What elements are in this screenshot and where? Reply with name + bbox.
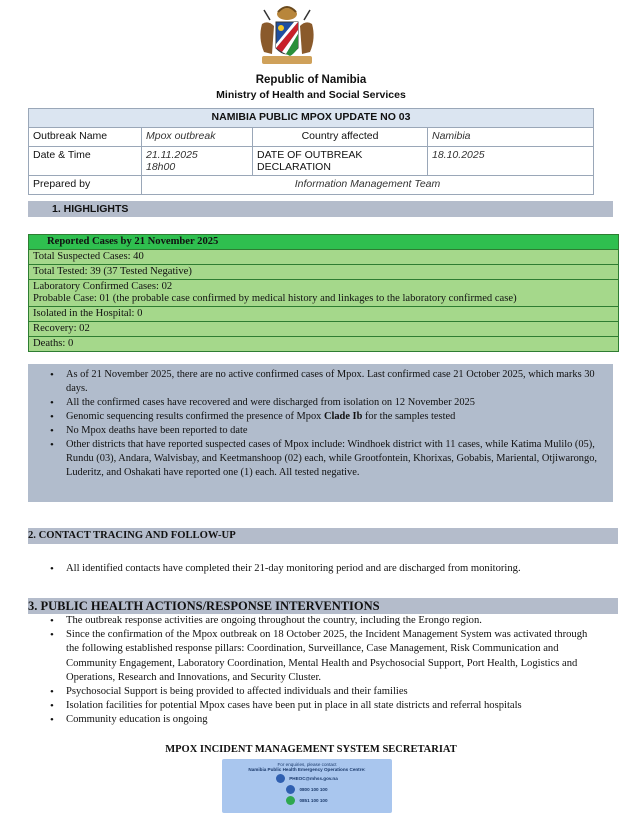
cases-table-header: Reported Cases by 21 November 2025 [29, 235, 619, 250]
outbreak-name-value: Mpox outbreak [142, 128, 253, 147]
date-value [142, 147, 253, 176]
card-line1: For enquiries, please contact [277, 762, 337, 767]
list-item: • As of 21 November 2025, there are no active confirmed cases of Mpox. Last confirmed case 21 October 2025, which marks 30 days. [28, 368, 607, 396]
coat-of-arms-image [250, 4, 324, 70]
list-item: • All identified contacts have completed their 21-day monitoring period and are discharged from monitoring. [28, 562, 613, 576]
card-line2: Namibia Public Health Emergency Operations Centre: [248, 767, 366, 772]
reported-cases-table [28, 234, 619, 352]
list-item: • The outbreak response activities are ongoing throughout the country, including the Erongo region. [28, 614, 588, 628]
list-item: • Isolation facilities for potential Mpox cases have been put in place in all state districts and referral hospitals [28, 699, 588, 713]
cases-row: Recovery: 02 [29, 322, 619, 337]
highlights-box [28, 364, 613, 502]
list-item: • Genomic sequencing results confirmed the presence of Mpox Clade Ib for the samples tested [28, 410, 607, 424]
declaration-value: 18.10.2025 [428, 147, 594, 176]
country-value: Namibia [428, 128, 594, 147]
contact-tracing-list [28, 562, 613, 576]
update-title: NAMIBIA PUBLIC MPOX UPDATE NO 03 [29, 109, 594, 128]
card-email[interactable]: PHEOC@mhss.gov.na [289, 776, 338, 781]
date-value-line1: 21.11.2025 [146, 149, 198, 161]
highlights-list [28, 364, 613, 480]
whatsapp-icon [286, 796, 295, 805]
list-item: • No Mpox deaths have been reported to date [28, 424, 607, 438]
email-icon [276, 774, 285, 783]
phone-icon [286, 785, 295, 794]
cases-row: Isolated in the Hospital: 0 [29, 307, 619, 322]
cases-row: Laboratory Confirmed Cases: 02 Probable Case: 01 (the probable case confirmed by medical history and linkages to the laboratory confirmed case) [29, 280, 619, 307]
contact-card [222, 759, 392, 813]
country-title: Republic of Namibia [255, 74, 367, 86]
card-whatsapp-row [222, 796, 392, 805]
list-item: • Psychosocial Support is being provided to affected individuals and their families [28, 685, 588, 699]
prepared-value: Information Management Team [142, 176, 594, 195]
country-label: Country affected [253, 128, 428, 147]
declaration-label: DATE OF OUTBREAK DECLARATION [253, 147, 428, 176]
list-item: • Since the confirmation of the Mpox outbreak on 18 October 2025, the Incident Management System was activated through the following established response pillars: Coordination, Surveillance, Case Management, Risk Communication and Community Engagement, Laboratory Coordination, Mental Health and Psychosocial Support, Port Health, Logistics and Operations, Research and Innovations, and Security Cluster. [28, 628, 588, 685]
cases-row: Total Tested: 39 (37 Tested Negative) [29, 265, 619, 280]
list-item: • Other districts that have reported suspected cases of Mpox include: Windhoek district with 11 cases, while Katima Mulilo (05), Rundu (03), Andara, Walvisbay, and Keetmanshoop (02) each, while Grootfontein, Khorixas, Gobabis, Mariental, Otjiwarongo, Luderitz, and Oshakati have reported one (1) each. All tested negative. [28, 438, 607, 480]
highlights-heading: 1. HIGHLIGHTS [28, 201, 613, 217]
prepared-label: Prepared by [29, 176, 142, 195]
update-info-table [28, 108, 594, 195]
public-health-list [28, 614, 588, 728]
card-phone-row [222, 785, 392, 794]
contact-tracing-heading: 2. CONTACT TRACING AND FOLLOW-UP [28, 528, 618, 544]
list-item: • All the confirmed cases have recovered and were discharged from isolation on 12 November 2025 [28, 396, 607, 410]
cases-row: Total Suspected Cases: 40 [29, 250, 619, 265]
card-phone1[interactable]: 0800 100 100 [299, 787, 328, 792]
date-label: Date & Time [29, 147, 142, 176]
outbreak-name-label: Outbreak Name [29, 128, 142, 147]
date-value-line2: 18h00 [146, 161, 176, 173]
clade-text: Clade Ib [323, 411, 363, 422]
list-item: • Community education is ongoing [28, 713, 588, 727]
cases-row: Deaths: 0 [29, 337, 619, 352]
ministry-title: Ministry of Health and Social Services [216, 89, 406, 101]
card-phone2[interactable]: 0851 100 100 [299, 798, 328, 803]
card-email-row [222, 774, 392, 783]
public-health-heading: 3. PUBLIC HEALTH ACTIONS/RESPONSE INTERVENTIONS [28, 598, 618, 614]
secretariat-title: MPOX INCIDENT MANAGEMENT SYSTEM SECRETARIAT [165, 744, 457, 755]
